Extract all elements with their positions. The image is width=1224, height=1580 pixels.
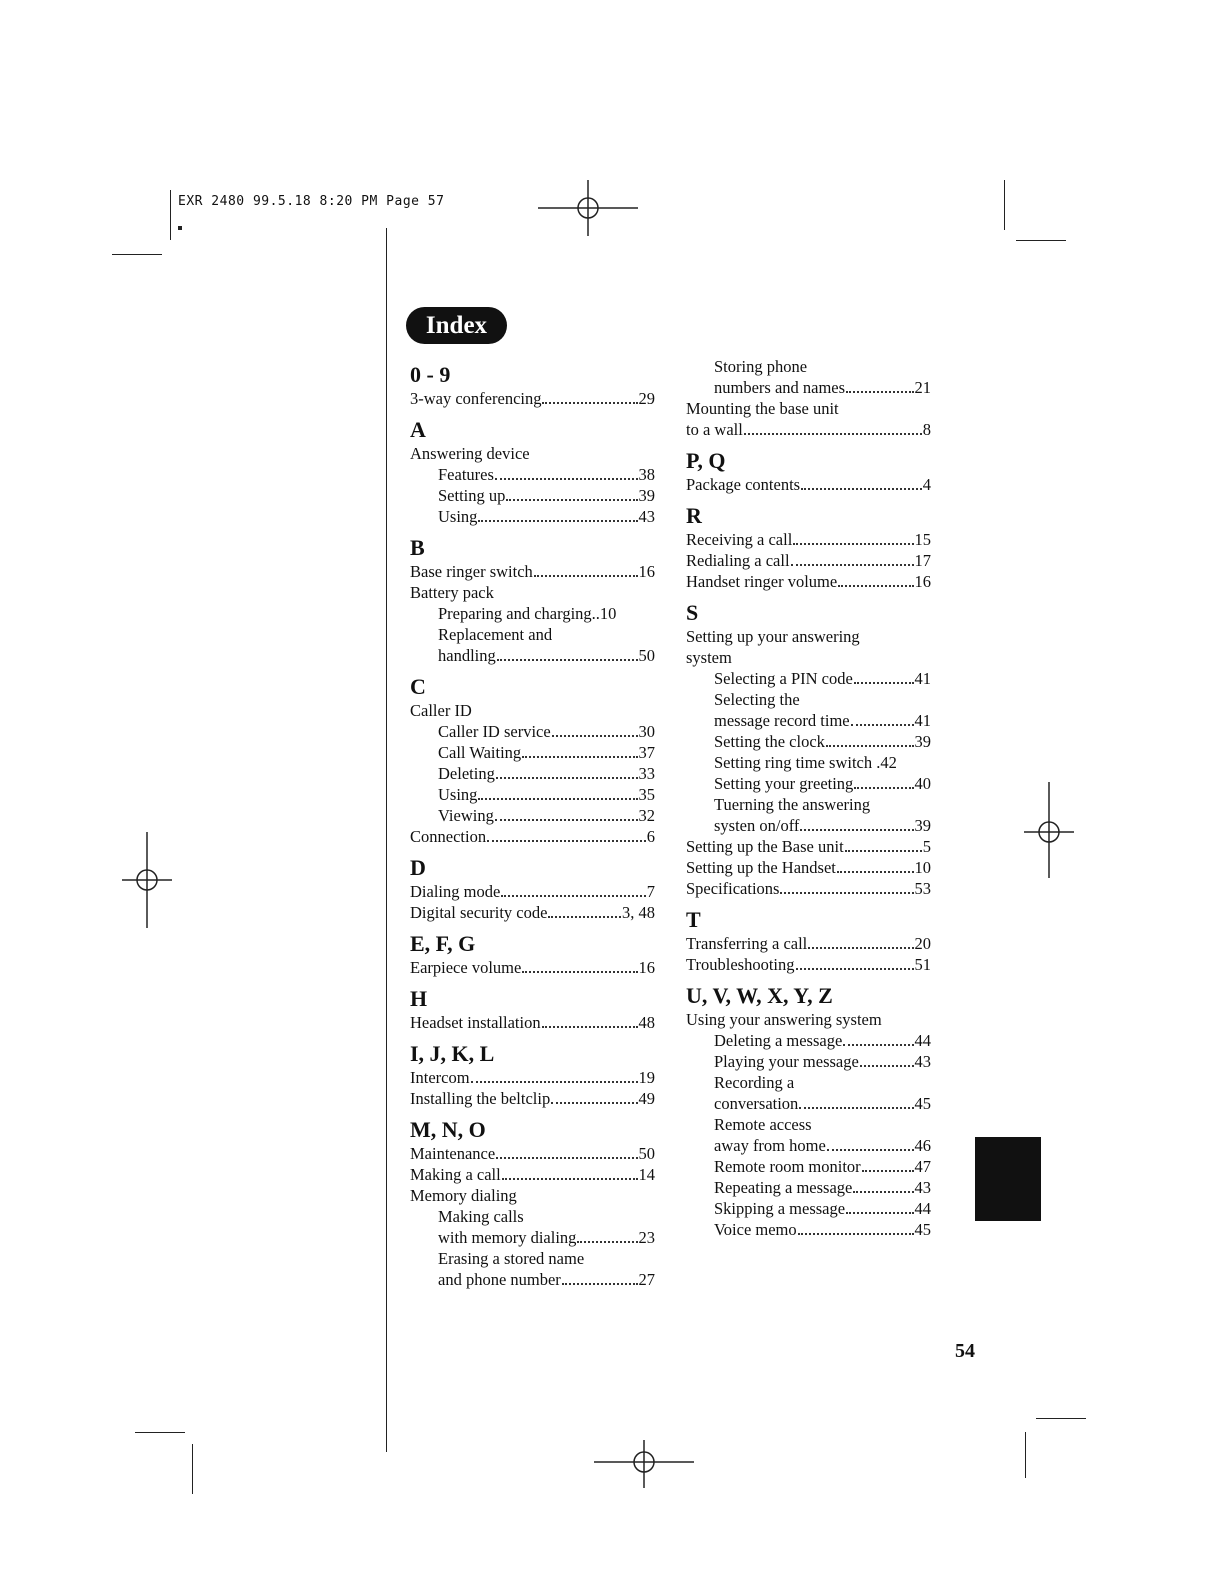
index-entry — [410, 443, 655, 464]
index-entry-label: system — [686, 648, 732, 667]
index-entry-page: 6 — [646, 827, 655, 846]
index-entry-label: Setting up — [438, 486, 506, 505]
index-entry-page: 49 — [638, 1089, 655, 1108]
index-entry-label: Voice memo — [714, 1220, 797, 1239]
index-entry — [410, 1088, 655, 1109]
crop-mark — [1004, 180, 1005, 230]
index-entry-label: conversation — [714, 1094, 799, 1113]
dot-leader — [843, 1043, 913, 1046]
index-entry — [686, 668, 931, 689]
index-entry-label: Skipping a message — [714, 1199, 846, 1218]
index-entry — [410, 957, 655, 978]
index-entry-page: 21 — [914, 378, 931, 397]
index-entry-page: 44 — [914, 1199, 931, 1218]
index-entry-page: 20 — [914, 934, 931, 953]
dot-leader — [860, 1064, 914, 1067]
index-entry-label: Viewing — [438, 806, 494, 825]
index-entry-label: Battery pack — [410, 583, 494, 602]
index-entry-label: Tuerning the answering — [714, 795, 871, 814]
index-entry-page: 53 — [914, 879, 931, 898]
index-entry-label: Remote room monitor — [714, 1157, 861, 1176]
index-entry — [686, 419, 931, 440]
index-entry — [686, 1051, 931, 1072]
index-entry-page: 30 — [638, 722, 655, 741]
index-column-left — [410, 362, 655, 1290]
dot-leader — [846, 390, 913, 393]
dot-leader — [800, 828, 913, 831]
index-entry — [410, 721, 655, 742]
index-entry-label: Handset ringer volume — [686, 572, 838, 591]
dot-leader — [796, 967, 914, 970]
index-entry-label: Deleting a message — [714, 1031, 843, 1050]
index-section-heading: S — [686, 600, 699, 625]
index-entry-label: Setting the clock — [714, 732, 825, 751]
dot-leader — [551, 1101, 637, 1104]
crop-mark — [192, 1444, 193, 1494]
crop-mark — [1036, 1418, 1086, 1419]
index-entry-label: Repeating a message — [714, 1178, 853, 1197]
dot-leader — [853, 1190, 913, 1193]
registration-crosshair-icon — [594, 1440, 694, 1488]
index-entry — [686, 1030, 931, 1051]
index-entry — [686, 689, 931, 710]
dot-leader — [837, 870, 914, 873]
index-entry-label: handling — [438, 646, 496, 665]
index-entry-label: Maintenance — [410, 1144, 496, 1163]
index-entry — [686, 815, 931, 836]
index-entry — [686, 794, 931, 815]
dot-leader — [801, 487, 922, 490]
dot-leader — [808, 946, 913, 949]
index-entry — [410, 624, 655, 645]
index-entry-label: Using — [438, 785, 478, 804]
index-section-heading: M, N, O — [410, 1117, 486, 1142]
index-section-heading: T — [686, 907, 701, 932]
dot-leader — [534, 574, 638, 577]
index-entry-label: Package contents — [686, 475, 801, 494]
index-entry-label: Making calls — [438, 1207, 524, 1226]
index-entry — [686, 571, 931, 592]
registration-crosshair-icon — [122, 832, 172, 928]
dot-leader — [542, 1025, 638, 1028]
index-entry — [410, 826, 655, 847]
index-entry — [686, 878, 931, 899]
dot-leader — [577, 1240, 637, 1243]
index-entry — [410, 700, 655, 721]
index-entry-page: 41 — [914, 711, 931, 730]
dot-leader — [846, 1211, 913, 1214]
index-entry-page: 37 — [638, 743, 655, 762]
index-entry-label: to a wall — [686, 420, 743, 439]
dot-leader — [471, 1080, 638, 1083]
dot-leader — [548, 915, 621, 918]
dot-leader — [562, 1282, 638, 1285]
index-entry — [686, 626, 931, 647]
index-section-heading: B — [410, 535, 425, 560]
index-entry-page: 46 — [914, 1136, 931, 1155]
index-entry — [686, 752, 931, 773]
index-entry — [686, 836, 931, 857]
thumb-tab — [975, 1137, 1041, 1221]
dot-leader — [552, 734, 638, 737]
index-entry — [410, 603, 655, 624]
dot-leader — [793, 542, 913, 545]
index-entry-page: 44 — [914, 1031, 931, 1050]
index-entry-page: 27 — [638, 1270, 655, 1289]
index-entry-label: Replacement and — [438, 625, 553, 644]
dot-leader — [501, 894, 645, 897]
index-entry — [410, 464, 655, 485]
index-entry-page: 7 — [646, 882, 655, 901]
crop-mark — [1016, 240, 1066, 241]
index-entry — [410, 506, 655, 527]
index-entry-label: Using — [438, 507, 478, 526]
index-section-heading: 0 - 9 — [410, 362, 451, 387]
index-entry-page: 3, 48 — [622, 903, 655, 922]
index-entry — [410, 1206, 655, 1227]
dot-leader — [487, 839, 646, 842]
index-entry — [686, 1177, 931, 1198]
index-entry-page: 23 — [638, 1228, 655, 1247]
index-entry — [686, 529, 931, 550]
index-entry-page: 50 — [638, 646, 655, 665]
index-entry-label: Making a call — [410, 1165, 501, 1184]
dot-leader — [496, 1156, 637, 1159]
dot-leader — [502, 1177, 638, 1180]
index-entry — [686, 954, 931, 975]
index-entry — [410, 1248, 655, 1269]
index-entry-label: Caller ID — [410, 701, 472, 720]
index-entry — [410, 645, 655, 666]
dot-leader — [799, 1106, 913, 1109]
index-entry-label: with memory dialing — [438, 1228, 577, 1247]
index-entry-page: 16 — [638, 958, 655, 977]
index-entry — [410, 561, 655, 582]
index-entry-page: 47 — [914, 1157, 931, 1176]
index-entry — [686, 550, 931, 571]
print-slug: EXR 2480 99.5.18 8:20 PM Page 57 — [178, 194, 445, 209]
index-entry-label: Erasing a stored name — [438, 1249, 585, 1268]
index-entry-page: 38 — [638, 465, 655, 484]
index-entry — [410, 1164, 655, 1185]
index-entry — [410, 784, 655, 805]
index-entry — [410, 881, 655, 902]
index-entry-label: systen on/off — [714, 816, 800, 835]
index-entry-label: and phone number — [438, 1270, 561, 1289]
crop-mark — [135, 1432, 185, 1433]
index-entry-page: 50 — [638, 1144, 655, 1163]
crop-mark — [170, 190, 171, 240]
index-entry-label: Earpiece volume — [410, 958, 522, 977]
index-entry — [686, 1009, 931, 1030]
index-entry — [410, 1067, 655, 1088]
dot-leader — [497, 658, 638, 661]
index-entry-label: Transferring a call — [686, 934, 808, 953]
index-entry-page: 43 — [914, 1178, 931, 1197]
index-entry-page: 14 — [638, 1165, 655, 1184]
index-entry — [686, 933, 931, 954]
index-entry — [686, 1219, 931, 1240]
index-section-heading: P, Q — [686, 448, 726, 473]
index-entry-label: Selecting a PIN code — [714, 669, 853, 688]
index-entry — [686, 647, 931, 668]
index-entry-page: 33 — [638, 764, 655, 783]
index-entry-page: 48 — [638, 1013, 655, 1032]
index-entry-page: 4 — [922, 475, 931, 494]
index-entry-label: Caller ID service — [438, 722, 551, 741]
index-entry-page: 35 — [638, 785, 655, 804]
index-entry-label: 3-way conferencing — [410, 389, 542, 408]
index-section-heading: C — [410, 674, 426, 699]
dot-leader — [798, 1232, 914, 1235]
index-entry — [410, 582, 655, 603]
index-entry-page: 16 — [638, 562, 655, 581]
index-entry-label: Playing your message — [714, 1052, 859, 1071]
page-number: 54 — [955, 1340, 975, 1362]
dot-leader — [478, 519, 637, 522]
dot-leader — [838, 584, 913, 587]
index-entry — [686, 1135, 931, 1156]
index-entry-label: Using your answering system — [686, 1010, 882, 1029]
index-entry-label: Intercom — [410, 1068, 470, 1087]
index-entry — [410, 1143, 655, 1164]
index-entry-label: Digital security code — [410, 903, 548, 922]
index-entry — [410, 1012, 655, 1033]
index-entry-label: Redialing a call — [686, 551, 790, 570]
index-entry — [410, 388, 655, 409]
index-entry-label: Remote access — [714, 1115, 812, 1134]
dot-leader — [542, 401, 637, 404]
index-entry — [686, 356, 931, 377]
crop-mark — [112, 254, 162, 255]
index-entry — [686, 1156, 931, 1177]
index-entry — [410, 902, 655, 923]
index-entry-label: Setting your greeting — [714, 774, 854, 793]
dot-leader — [496, 776, 638, 779]
crop-mark — [1025, 1432, 1026, 1478]
page-title: Index — [406, 307, 507, 344]
index-entry-label: numbers and names — [714, 378, 846, 397]
index-entry-page: 10 — [914, 858, 931, 877]
index-entry-page: 43 — [914, 1052, 931, 1071]
index-section-heading: A — [410, 417, 426, 442]
index-entry-page: 43 — [638, 507, 655, 526]
dot-leader — [827, 1148, 914, 1151]
index-entry-label: Setting up your answering — [686, 627, 860, 646]
dot-leader — [522, 755, 637, 758]
index-entry — [686, 1093, 931, 1114]
index-entry-page: 16 — [914, 572, 931, 591]
index-entry-page: 51 — [914, 955, 931, 974]
dot-leader — [862, 1169, 914, 1172]
index-entry-label: Setting up the Base unit — [686, 837, 844, 856]
index-entry — [686, 474, 931, 495]
index-section-heading: I, J, K, L — [410, 1041, 495, 1066]
dot-leader — [478, 797, 637, 800]
index-entry-page: 39 — [914, 816, 931, 835]
index-entry — [410, 763, 655, 784]
index-entry-label: away from home — [714, 1136, 826, 1155]
index-section-heading: H — [410, 986, 428, 1011]
index-entry-label: Deleting — [438, 764, 495, 783]
index-entry — [410, 1227, 655, 1248]
dot-leader — [845, 849, 922, 852]
index-entry-label: Mounting the base unit — [686, 399, 839, 418]
index-entry — [686, 1072, 931, 1093]
index-entry-label: Selecting the — [714, 690, 800, 709]
index-section-heading: U, V, W, X, Y, Z — [686, 983, 833, 1008]
index-entry-label: Recording a — [714, 1073, 795, 1092]
index-entry-page: 39 — [914, 732, 931, 751]
gutter-line — [386, 228, 387, 1452]
index-entry — [686, 377, 931, 398]
dot-leader — [506, 498, 637, 501]
index-entry-page: 29 — [638, 389, 655, 408]
dot-leader — [791, 563, 914, 566]
index-section-heading: R — [686, 503, 702, 528]
crop-dot — [178, 226, 182, 230]
index-entry-page: 40 — [914, 774, 931, 793]
index-entry — [410, 805, 655, 826]
dot-leader — [522, 970, 637, 973]
index-entry-label: Base ringer switch — [410, 562, 533, 581]
index-entry-page: 15 — [914, 530, 931, 549]
index-entry-page: 5 — [922, 837, 931, 856]
index-column-right — [686, 356, 931, 1240]
dot-leader — [495, 477, 638, 480]
index-entry — [410, 742, 655, 763]
index-entry-page: 8 — [922, 420, 931, 439]
index-entry-label: Storing phone — [714, 357, 808, 376]
dot-leader — [744, 432, 922, 435]
index-entry-label: Answering device — [410, 444, 530, 463]
registration-crosshair-icon — [538, 180, 638, 236]
index-entry-page: 39 — [638, 486, 655, 505]
index-entry-label: Dialing mode — [410, 882, 501, 901]
index-entry-page: 45 — [914, 1094, 931, 1113]
index-entry-label: message record time — [714, 711, 850, 730]
dot-leader — [826, 744, 914, 747]
index-entry-label: Receiving a call — [686, 530, 793, 549]
index-entry-page: 19 — [638, 1068, 655, 1087]
index-section-heading: D — [410, 855, 426, 880]
index-entry-label: Headset installation — [410, 1013, 541, 1032]
index-entry-label: Setting up the Handset — [686, 858, 836, 877]
index-entry — [686, 710, 931, 731]
index-entry — [686, 857, 931, 878]
dot-leader — [495, 818, 638, 821]
index-entry-label: Troubleshooting — [686, 955, 795, 974]
index-entry-label: Call Waiting — [438, 743, 522, 762]
index-entry — [686, 398, 931, 419]
index-entry-label: Setting ring time switch .42 — [714, 753, 897, 772]
index-entry-label: Installing the beltclip — [410, 1089, 551, 1108]
dot-leader — [854, 681, 914, 684]
index-entry-page: 45 — [914, 1220, 931, 1239]
index-entry-page: 17 — [914, 551, 931, 570]
index-entry — [410, 1185, 655, 1206]
dot-leader — [851, 723, 914, 726]
index-entry — [410, 485, 655, 506]
index-entry-page: 32 — [638, 806, 655, 825]
index-entry — [686, 1114, 931, 1135]
index-entry — [686, 1198, 931, 1219]
index-entry-label: Specifications — [686, 879, 780, 898]
index-entry — [410, 1269, 655, 1290]
dot-leader — [780, 891, 913, 894]
index-section-heading: E, F, G — [410, 931, 476, 956]
index-entry-label: Memory dialing — [410, 1186, 517, 1205]
registration-crosshair-icon — [1024, 782, 1074, 878]
index-entry-label: Preparing and charging..10 — [438, 604, 617, 623]
dot-leader — [854, 786, 913, 789]
index-entry-page: 41 — [914, 669, 931, 688]
index-entry-label: Connection — [410, 827, 487, 846]
index-entry — [686, 773, 931, 794]
index-entry — [686, 731, 931, 752]
index-entry-label: Features — [438, 465, 494, 484]
